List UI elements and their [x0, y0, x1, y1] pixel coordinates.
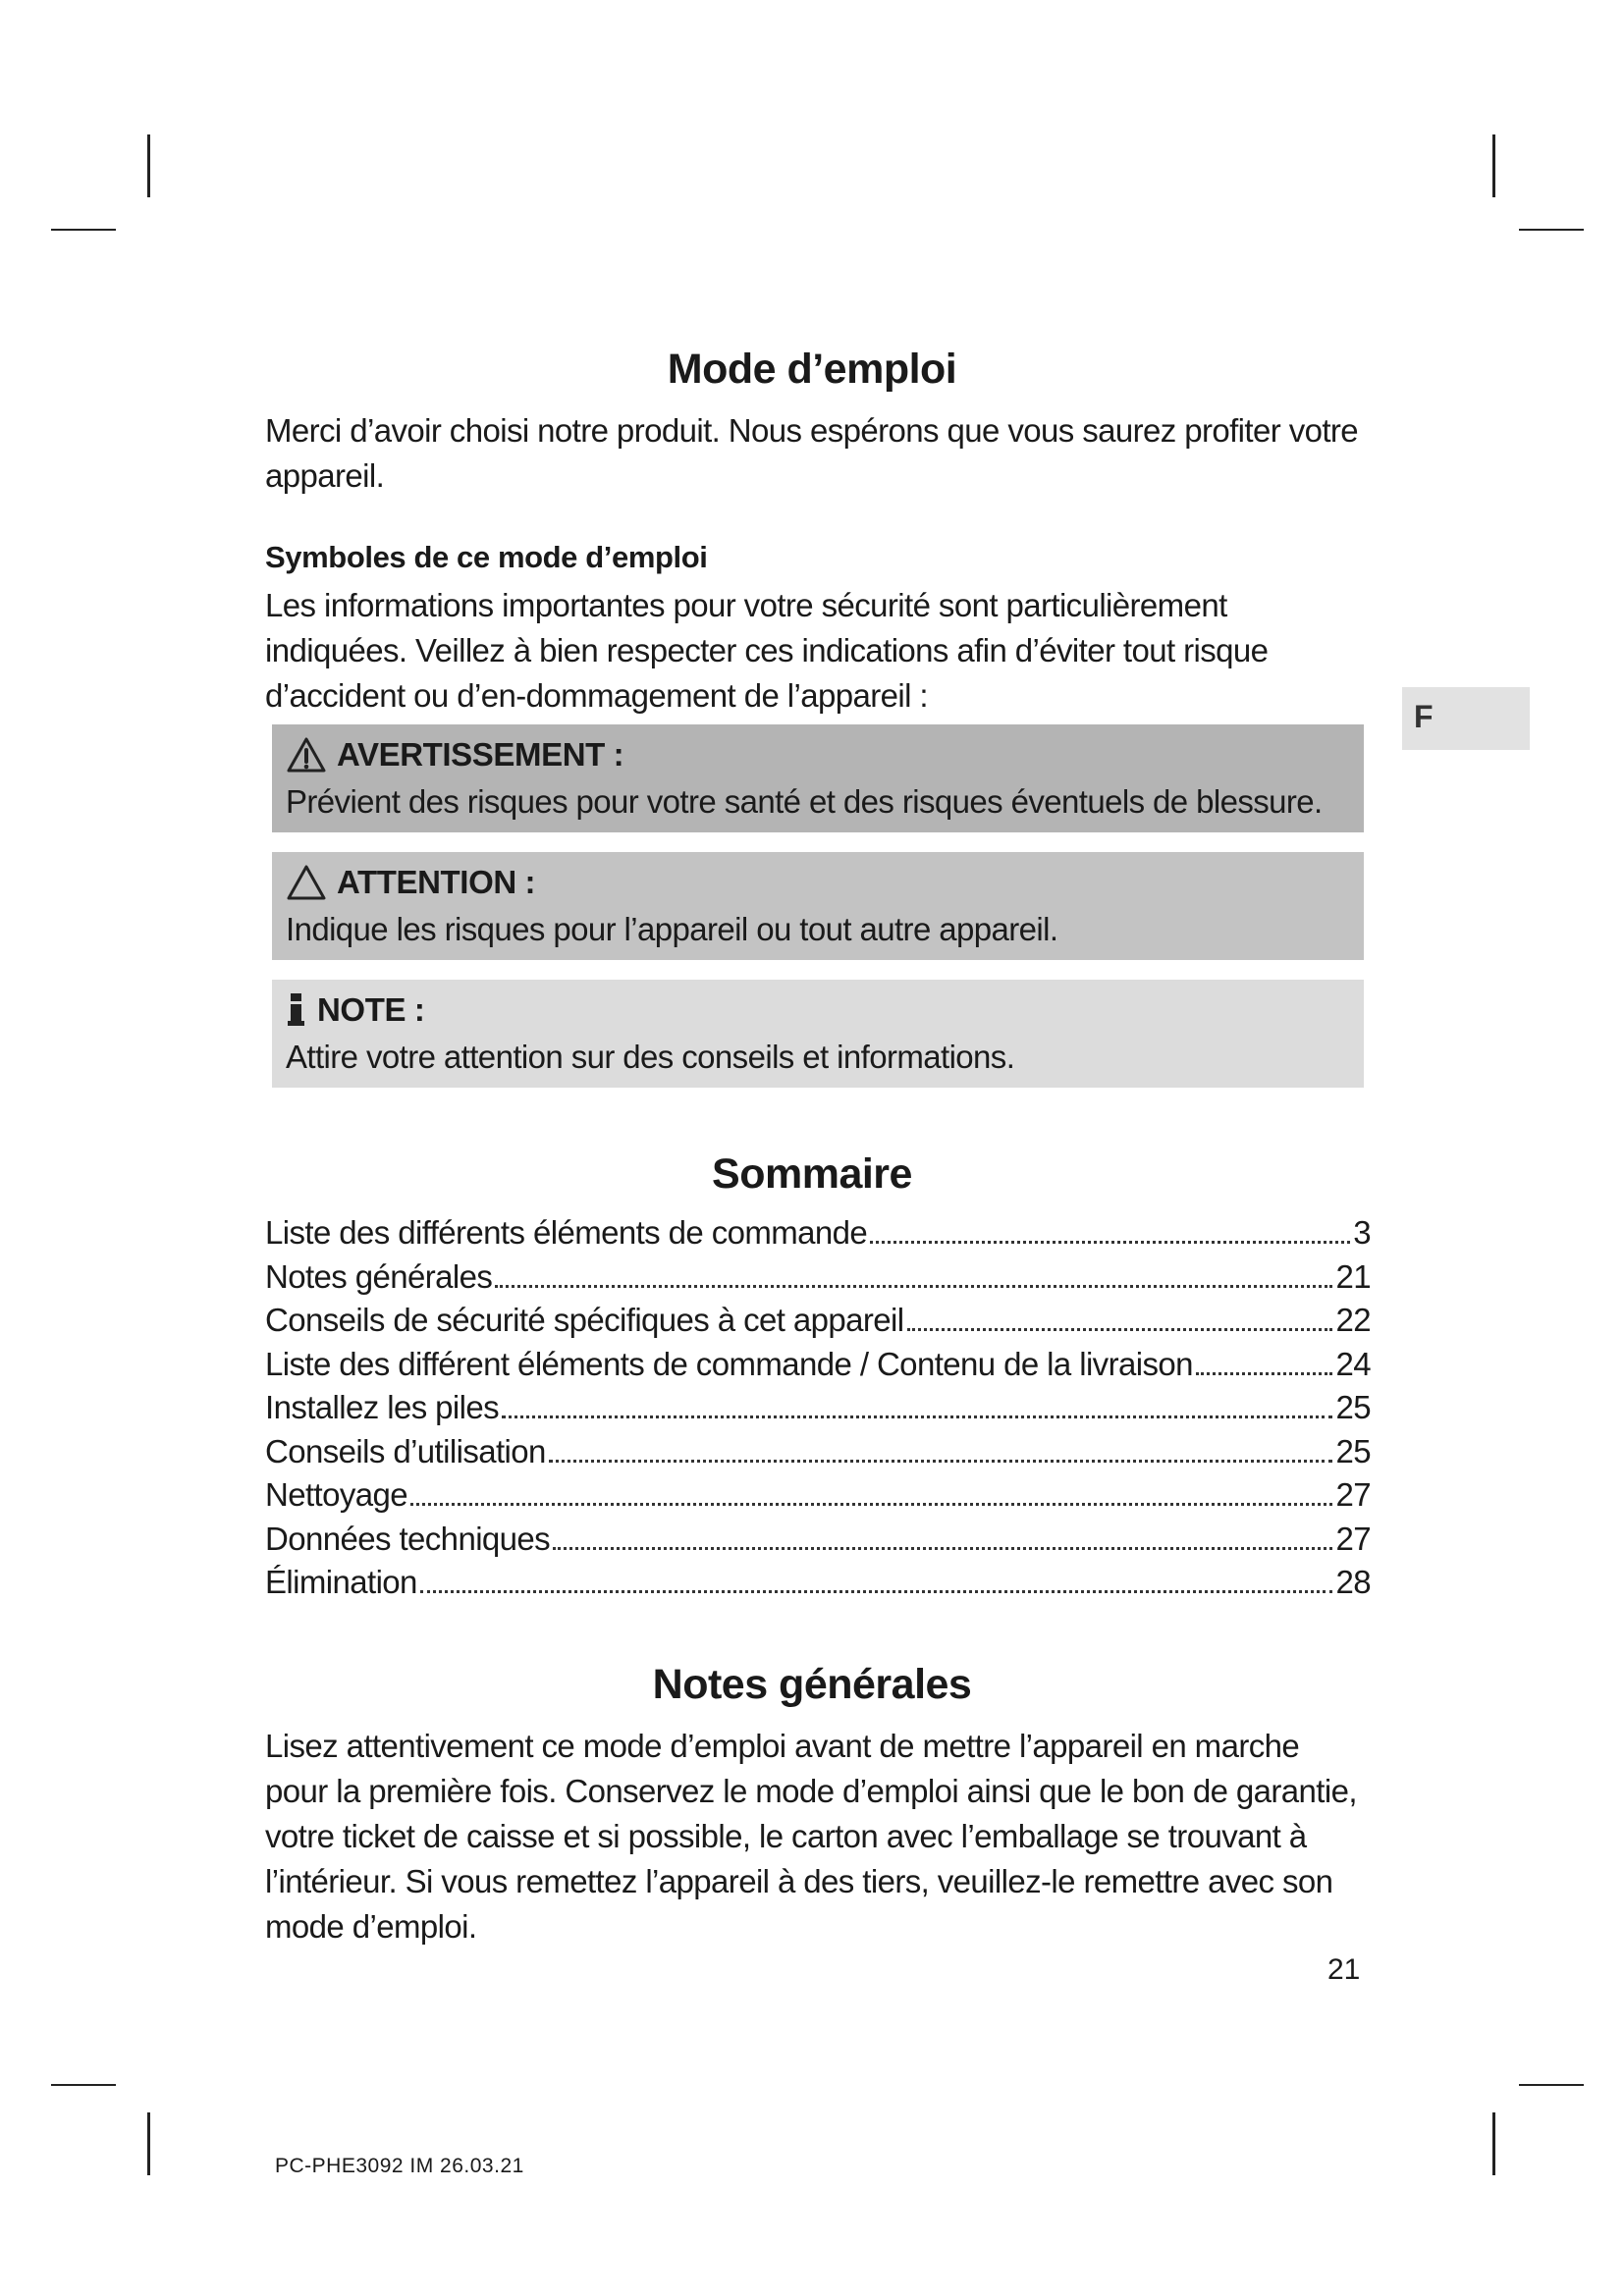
language-tab-letter: F [1414, 699, 1434, 734]
toc-leader [410, 1503, 1332, 1506]
attention-head [286, 864, 535, 901]
toc-row[interactable] [265, 1564, 1371, 1608]
toc-row[interactable] [265, 1389, 1371, 1433]
toc-row[interactable] [265, 1258, 1371, 1303]
toc-page: 25 [1335, 1432, 1371, 1469]
toc-leader [553, 1547, 1332, 1550]
toc-page: 25 [1335, 1389, 1371, 1425]
note-box [272, 980, 1364, 1088]
toc-label: Conseils de sécurité spécifiques à cet appareil [265, 1302, 904, 1338]
general-notes-title: Notes générales [652, 1661, 972, 1708]
symbols-heading: Symboles de ce mode d’emploi [265, 540, 708, 574]
info-icon [286, 991, 307, 1029]
toc-row[interactable] [265, 1346, 1371, 1390]
toc-label: Installez les piles [265, 1389, 500, 1425]
crop-mark [1492, 134, 1495, 197]
attention-title: ATTENTION : [337, 864, 536, 900]
crop-mark [1519, 229, 1584, 231]
intro-text: Merci d’avoir choisi notre produit. Nous espérons que vous saurez profiter votre appareil. [265, 412, 1359, 494]
general-notes-text: Lisez attentivement ce mode d’emploi avant de mettre l’appareil en marche pour la première fois. Conservez le mode d’emploi ainsi que le bon de garantie, votre ticket de caisse et si possible, le carton avec l’emballage se trouvant à l’intérieur. Si vous remettez l’appareil à des tiers, veuillez-le remettre avec son mode d’emploi. [265, 1728, 1357, 1945]
toc-leader [502, 1415, 1332, 1418]
toc-page: 21 [1335, 1257, 1371, 1295]
crop-mark [51, 229, 116, 231]
toc-leader [420, 1590, 1333, 1593]
toc-row[interactable] [265, 1521, 1371, 1565]
warning-triangle-icon [286, 736, 327, 774]
toc-label: Élimination [265, 1564, 417, 1600]
table-of-contents [265, 1214, 1371, 1608]
toc-page: 28 [1335, 1564, 1371, 1600]
warning-title: AVERTISSEMENT : [337, 736, 624, 773]
toc-leader [1196, 1372, 1333, 1375]
toc-label: Données techniques [265, 1520, 551, 1557]
toc-label: Liste des différent éléments de commande / Contenu de la livraison [265, 1345, 1193, 1382]
toc-page: 22 [1335, 1302, 1371, 1338]
toc-label: Nettoyage [265, 1476, 408, 1513]
crop-mark [147, 2112, 150, 2175]
toc-leader [495, 1285, 1332, 1288]
note-head [286, 991, 424, 1029]
toc-label: Liste des différents éléments de commande [265, 1214, 868, 1251]
crop-mark [1519, 2084, 1584, 2086]
toc-row[interactable] [265, 1476, 1371, 1521]
toc-label: Conseils d’utilisation [265, 1432, 546, 1469]
toc-row[interactable] [265, 1433, 1371, 1477]
warning-head [286, 736, 623, 774]
attention-box [272, 852, 1364, 960]
manual-title: Mode d’emploi [667, 346, 957, 393]
language-tab [1402, 687, 1530, 750]
note-title: NOTE : [317, 991, 425, 1028]
caution-triangle-icon [286, 864, 327, 901]
toc-leader [870, 1241, 1350, 1244]
toc-label: Notes générales [265, 1257, 493, 1295]
attention-text: Indique les risques pour l’appareil ou tout autre appareil. [286, 911, 1058, 947]
document-footer: PC-PHE3092 IM 26.03.21 [275, 2155, 524, 2177]
toc-leader [549, 1460, 1333, 1463]
note-text: Attire votre attention sur des conseils et informations. [286, 1039, 1015, 1075]
crop-mark [51, 2084, 116, 2086]
symbols-text: Les informations importantes pour votre sécurité sont particulièrement indiquées. Veillez à bien respecter ces indications afin d’éviter tout risque d’accident ou d’en-dommagement de l’appareil : [265, 587, 1269, 714]
crop-mark [1492, 2112, 1495, 2175]
toc-row[interactable] [265, 1214, 1371, 1258]
toc-title: Sommaire [712, 1150, 912, 1198]
toc-leader [907, 1328, 1333, 1331]
toc-page: 27 [1335, 1520, 1371, 1557]
toc-page: 27 [1335, 1476, 1371, 1513]
warning-box [272, 724, 1364, 832]
page-number: 21 [1327, 1953, 1361, 1986]
crop-mark [147, 134, 150, 197]
warning-text: Prévient des risques pour votre santé et des risques éventuels de blessure. [286, 783, 1323, 820]
toc-page: 3 [1353, 1214, 1371, 1251]
toc-row[interactable] [265, 1302, 1371, 1346]
toc-page: 24 [1335, 1345, 1371, 1382]
